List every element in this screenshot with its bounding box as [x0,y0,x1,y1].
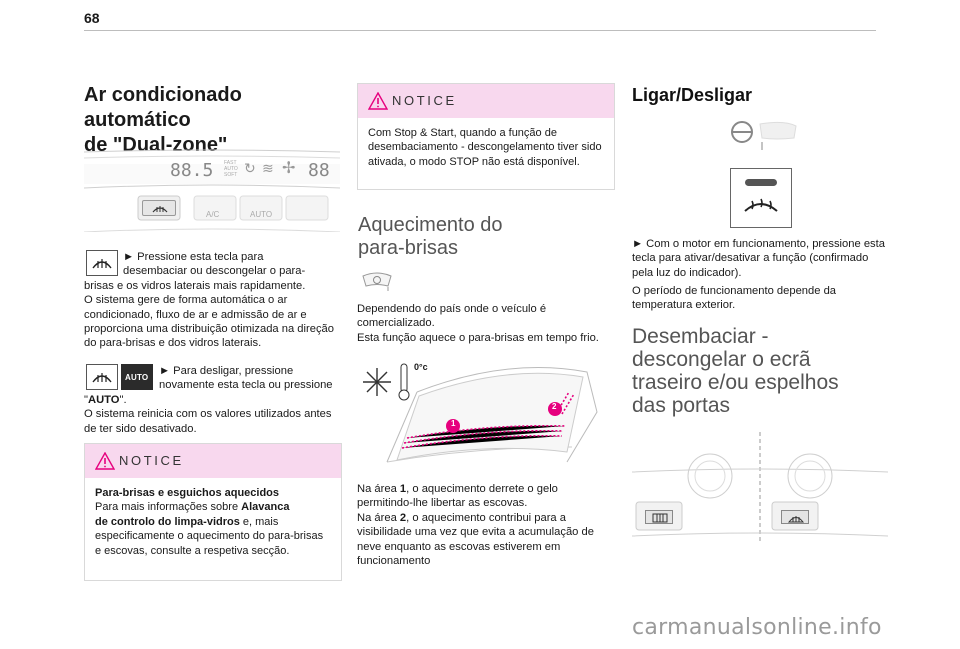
heated-windscreen-icon-svg [360,268,394,292]
steering-defrost-svg [726,120,798,152]
warning-icon [95,452,115,470]
quote-open: " [84,393,88,406]
col2-para3 [357,482,615,511]
col1-para2: O sistema gere de forma automática o ar condicionado, fluxo de ar e admissão de ar e proporciona uma distribuição otimizada na direção do para-brisas e dos vidros laterais. [84,294,334,350]
steering-defrost-illustration [726,120,798,157]
col1-para3 [84,364,342,436]
col2-para4 [357,511,615,569]
notice-body [85,478,341,566]
col1-para3-line2: novamente esta tecla ou pressione [159,379,333,392]
col1-para1-line2: desembaciar ou descongelar o para- [123,265,306,278]
col2-para2: Esta função aquece o para-brisas em tempo frio. [357,332,599,344]
col1-para1 [84,250,342,351]
col3-para2: O período de funcionamento depende da temperatura exterior. [632,285,837,312]
front-defrost-icon [143,201,177,217]
warning-icon [368,92,388,110]
rear-defrost-panel-illustration [632,432,888,546]
para3-c: , o aquecimento derrete o gelo permitindo-lhe libertar as escovas. [357,483,558,510]
windscreen-figure-svg [357,352,615,472]
climate-panel-illustration [84,148,340,232]
notice-text [95,500,331,558]
rear-window-defrost-icon [782,511,810,525]
panel-recirc-icon: ↻ [244,160,256,176]
col1-notice-box [84,443,342,581]
para3-num: 1 [399,483,407,495]
notice-header [358,84,614,118]
notice-label: NOTICE [119,453,184,468]
col3-section2-line2: descongelar o ecrã [632,348,811,371]
panel-auto-button[interactable]: AUTO [250,210,273,219]
callout-1: 1 [451,419,456,428]
rear-window-defrost-icon [646,511,674,525]
temp-label: 0°c [414,362,428,372]
col1-para1-rest: brisas e os vidros laterais mais rapidamente. [84,279,306,292]
quote-close: ". [119,393,127,406]
notice-heading: Para-brisas e esguichos aquecidos [95,487,280,499]
col1-para3-line1: ► Para desligar, pressione [159,365,294,377]
para4-num: 2 [399,512,407,524]
watermark: carmanualsonline.info [632,615,882,640]
col3-section2-title [632,325,839,417]
auto-key-label: AUTO [125,373,149,382]
panel-fan-icon: ✢ [282,160,296,177]
page-number: 68 [84,10,100,26]
panel-fast-label: FAST [224,160,237,166]
col1-title-line2: de "Dual-zone" [84,134,228,156]
col1-title [84,83,346,158]
col1-para4: O sistema reinicia com os valores utilizados antes de ter sido desativado. [84,408,332,435]
col1-para3-line3 [84,393,342,407]
para3-a: Na área [357,483,400,495]
col3-section2-line3: traseiro e/ou espelhos [632,371,839,394]
para4-c: , o aquecimento contribui para a visibilidade uma vez que evita a acumulação de neve enquanto as escovas estiverem em funcionamento [357,512,594,568]
notice-text: Com Stop & Start, quando a função de desembaciamento - descongelamento tiver sido ativada, o modo STOP não está disponível. [368,127,602,168]
notice-bold1: Alavanca [241,501,290,514]
windscreen-defrost-icon [731,169,791,227]
panel-defrost-button[interactable] [142,200,176,216]
panel-ac-button[interactable]: A/C [206,210,220,219]
rear-defrost-key-icon [730,168,792,228]
panel-airflow-icon: ≋ [262,160,274,176]
col3-section-title: Ligar/Desligar [632,85,753,105]
notice-header [85,444,341,478]
notice-label: NOTICE [392,93,457,108]
col3-section2-line1: Desembaciar - [632,325,769,348]
rear-defrost-button-right[interactable] [781,510,809,524]
auto-bold: AUTO [87,393,120,406]
rear-window-defrost-button[interactable] [645,510,673,524]
panel-display-right: 88 [308,160,330,181]
panel-soft-label: SOFT [224,172,238,178]
col2-section-title-line2: para-brisas [358,237,459,259]
col3-section2-line4: das portas [632,394,731,417]
header-rule [84,30,876,31]
notice-text-a: Para mais informações sobre [95,501,242,514]
panel-display-left: 88.5 [170,160,214,181]
col1-title-line1: Ar condicionado automático [84,84,242,131]
rear-panel-svg [632,432,888,546]
callout-2: 2 [552,402,557,411]
windscreen-figure [357,352,615,472]
col2-section-title-line1: Aquecimento do [358,214,503,236]
col3-para1: ► Com o motor em funcionamento, pressione esta tecla para ativar/desativar a função (confirmado pela luz do indicador). [632,238,885,279]
notice-text-b: e, mais especificamente o aquecimento do para-brisas e escovas, consulte a respetiva secção. [95,515,324,557]
col2-notice-box [357,83,615,190]
notice-bold2: de controlo do limpa-vidros [95,515,240,528]
col1-para1-line1: ► Pressione esta tecla para [123,251,264,263]
para4-a: Na área [357,512,400,524]
heated-windscreen-icon [360,268,394,297]
col2-section-title [358,214,503,260]
col2-para1: Dependendo do país onde o veículo é comercializado. [357,303,547,330]
panel-auto-label: AUTO [224,166,238,172]
